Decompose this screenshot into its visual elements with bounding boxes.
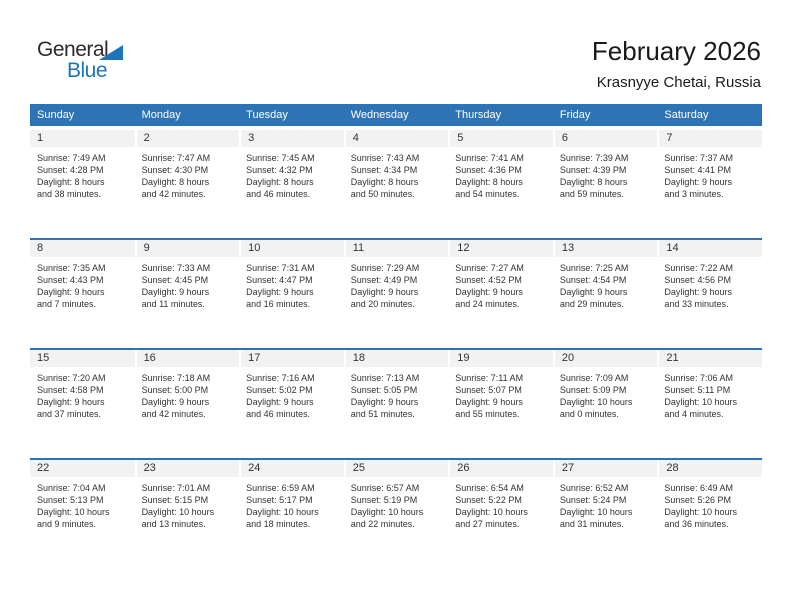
daylight-text: Daylight: 10 hours: [664, 507, 737, 517]
daylight-text: Daylight: 10 hours: [141, 507, 215, 517]
daylight-text-continued: and 54 minutes.: [455, 189, 520, 199]
sunrise-text: Sunrise: 7:29 AM: [350, 263, 420, 273]
day-number: 1: [30, 130, 135, 147]
day-details: [30, 147, 135, 200]
day-number: 12: [448, 240, 553, 257]
day-number: 26: [448, 460, 553, 477]
day-details: [344, 477, 449, 530]
week-row: [30, 348, 762, 458]
sunset-text: Sunset: 5:26 PM: [664, 495, 731, 505]
sunrise-text: Sunrise: 7:37 AM: [664, 153, 733, 163]
sunrise-text: Sunrise: 7:18 AM: [141, 373, 211, 383]
daylight-text: Daylight: 9 hours: [350, 397, 419, 407]
day-number: 22: [30, 460, 135, 477]
sunset-text: Sunset: 5:13 PM: [37, 495, 104, 505]
daylight-text: Daylight: 10 hours: [455, 507, 528, 517]
weekday-header: Monday: [141, 109, 181, 121]
week-rows-container: [30, 128, 762, 568]
sunrise-text: Sunrise: 7:09 AM: [559, 373, 629, 383]
sunset-text: Sunset: 5:22 PM: [455, 495, 522, 505]
daylight-text-continued: and 22 minutes.: [350, 519, 415, 529]
weekday-header-row: [30, 104, 762, 126]
day-number: 9: [135, 240, 240, 257]
day-details: [657, 257, 762, 310]
sunset-text: Sunset: 5:09 PM: [559, 385, 627, 395]
daylight-text-continued: and 55 minutes.: [455, 409, 520, 419]
day-number: 6: [553, 130, 658, 147]
week-row: [30, 458, 762, 568]
daylight-text-continued: and 46 minutes.: [246, 189, 311, 199]
day-number: 14: [657, 240, 762, 257]
sunset-text: Sunset: 5:15 PM: [141, 495, 209, 505]
day-cell: [239, 460, 344, 568]
sunset-text: Sunset: 4:56 PM: [664, 275, 731, 285]
daylight-text: Daylight: 9 hours: [559, 287, 628, 297]
day-cell: [344, 130, 449, 238]
day-cell: [30, 350, 135, 458]
sunrise-text: Sunrise: 6:52 AM: [559, 483, 629, 493]
day-cell: [448, 350, 553, 458]
day-number: 25: [344, 460, 449, 477]
day-details: [30, 477, 135, 530]
sunset-text: Sunset: 4:39 PM: [559, 165, 627, 175]
day-cell: [448, 130, 553, 238]
weekday-header: Wednesday: [350, 109, 409, 121]
daylight-text-continued: and 18 minutes.: [246, 519, 311, 529]
sunrise-text: Sunrise: 7:20 AM: [37, 373, 106, 383]
sunrise-text: Sunrise: 7:11 AM: [455, 373, 524, 383]
location-subtitle: Krasnyye Chetai, Russia: [596, 74, 761, 91]
logo-blue-text: Blue: [67, 59, 108, 82]
logo-general-text: General: [37, 38, 109, 61]
day-cell: [448, 240, 553, 348]
day-number: 28: [657, 460, 762, 477]
day-details: [448, 477, 553, 530]
sunset-text: Sunset: 4:54 PM: [559, 275, 627, 285]
day-number: 2: [135, 130, 240, 147]
day-details: [344, 367, 449, 420]
calendar-table: [30, 104, 762, 568]
day-cell: [239, 240, 344, 348]
daylight-text-continued: and 33 minutes.: [664, 299, 729, 309]
brand-logo: [37, 38, 177, 86]
sunrise-text: Sunrise: 7:13 AM: [350, 373, 420, 383]
sunrise-text: Sunrise: 7:22 AM: [664, 263, 733, 273]
daylight-text-continued: and 11 minutes.: [141, 299, 205, 309]
sunset-text: Sunset: 5:19 PM: [350, 495, 418, 505]
daylight-text: Daylight: 9 hours: [664, 177, 732, 187]
daylight-text: Daylight: 10 hours: [246, 507, 319, 517]
daylight-text: Daylight: 9 hours: [455, 397, 523, 407]
daylight-text: Daylight: 9 hours: [455, 287, 523, 297]
sunset-text: Sunset: 4:47 PM: [246, 275, 313, 285]
daylight-text-continued: and 36 minutes.: [664, 519, 729, 529]
sunrise-text: Sunrise: 7:35 AM: [37, 263, 106, 273]
day-details: [344, 147, 449, 200]
day-details: [239, 477, 344, 530]
sunset-text: Sunset: 5:07 PM: [455, 385, 522, 395]
sunrise-text: Sunrise: 7:41 AM: [455, 153, 524, 163]
sunrise-text: Sunrise: 6:59 AM: [246, 483, 315, 493]
day-details: [553, 367, 658, 420]
day-details: [135, 147, 240, 200]
daylight-text-continued: and 42 minutes.: [141, 409, 206, 419]
day-details: [30, 367, 135, 420]
daylight-text: Daylight: 10 hours: [37, 507, 110, 517]
week-row: [30, 238, 762, 348]
day-details: [657, 367, 762, 420]
sunset-text: Sunset: 5:00 PM: [141, 385, 209, 395]
day-cell: [553, 240, 658, 348]
day-number: 19: [448, 350, 553, 367]
sunset-text: Sunset: 4:58 PM: [37, 385, 104, 395]
sunset-text: Sunset: 5:24 PM: [559, 495, 627, 505]
sunset-text: Sunset: 4:45 PM: [141, 275, 209, 285]
sunset-text: Sunset: 4:34 PM: [350, 165, 418, 175]
month-title: February 2026: [591, 36, 761, 66]
sunset-text: Sunset: 5:05 PM: [350, 385, 418, 395]
day-number: 11: [344, 240, 449, 257]
day-details: [135, 477, 240, 530]
day-cell: [135, 350, 240, 458]
daylight-text: Daylight: 9 hours: [141, 397, 210, 407]
daylight-text-continued: and 59 minutes.: [559, 189, 624, 199]
day-cell: [30, 240, 135, 348]
daylight-text-continued: and 27 minutes.: [455, 519, 520, 529]
day-cell: [553, 350, 658, 458]
daylight-text-continued: and 13 minutes.: [141, 519, 206, 529]
day-cell: [448, 460, 553, 568]
day-number: 16: [135, 350, 240, 367]
sunset-text: Sunset: 4:28 PM: [37, 165, 104, 175]
day-number: 24: [239, 460, 344, 477]
sunrise-text: Sunrise: 7:47 AM: [141, 153, 211, 163]
day-number: 5: [448, 130, 553, 147]
title-block: [592, 36, 761, 91]
day-number: 13: [553, 240, 658, 257]
sunrise-text: Sunrise: 7:16 AM: [246, 373, 315, 383]
daylight-text: Daylight: 10 hours: [559, 397, 633, 407]
daylight-text-continued: and 0 minutes.: [559, 409, 619, 419]
day-details: [553, 147, 658, 200]
day-number: 17: [239, 350, 344, 367]
day-details: [135, 367, 240, 420]
daylight-text-continued: and 38 minutes.: [37, 189, 102, 199]
day-details: [448, 147, 553, 200]
day-details: [448, 367, 553, 420]
daylight-text-continued: and 50 minutes.: [350, 189, 415, 199]
sunrise-text: Sunrise: 6:49 AM: [664, 483, 733, 493]
daylight-text: Daylight: 9 hours: [350, 287, 419, 297]
day-cell: [657, 350, 762, 458]
sunrise-text: Sunrise: 7:27 AM: [455, 263, 524, 273]
day-details: [344, 257, 449, 310]
daylight-text: Daylight: 9 hours: [246, 287, 314, 297]
day-cell: [657, 240, 762, 348]
day-cell: [30, 460, 135, 568]
day-number: 3: [239, 130, 344, 147]
day-number: 27: [553, 460, 658, 477]
day-details: [239, 367, 344, 420]
day-number: 7: [657, 130, 762, 147]
daylight-text-continued: and 16 minutes.: [246, 299, 311, 309]
day-details: [448, 257, 553, 310]
sunset-text: Sunset: 5:02 PM: [246, 385, 313, 395]
day-cell: [344, 350, 449, 458]
day-details: [553, 477, 658, 530]
sunrise-text: Sunrise: 6:57 AM: [350, 483, 420, 493]
sunset-text: Sunset: 4:36 PM: [455, 165, 522, 175]
sunset-text: Sunset: 4:43 PM: [37, 275, 104, 285]
daylight-text-continued: and 3 minutes.: [664, 189, 724, 199]
daylight-text-continued: and 29 minutes.: [559, 299, 624, 309]
daylight-text: Daylight: 9 hours: [37, 287, 105, 297]
day-cell: [239, 130, 344, 238]
daylight-text: Daylight: 8 hours: [37, 177, 105, 187]
daylight-text: Daylight: 8 hours: [350, 177, 419, 187]
day-number: 4: [344, 130, 449, 147]
day-details: [239, 257, 344, 310]
sunset-text: Sunset: 4:32 PM: [246, 165, 313, 175]
daylight-text: Daylight: 8 hours: [141, 177, 210, 187]
daylight-text-continued: and 46 minutes.: [246, 409, 311, 419]
sunset-text: Sunset: 4:52 PM: [455, 275, 522, 285]
daylight-text-continued: and 20 minutes.: [350, 299, 415, 309]
day-cell: [135, 240, 240, 348]
day-cell: [239, 350, 344, 458]
sunrise-text: Sunrise: 6:54 AM: [455, 483, 524, 493]
daylight-text-continued: and 4 minutes.: [664, 409, 724, 419]
sunrise-text: Sunrise: 7:04 AM: [37, 483, 106, 493]
daylight-text: Daylight: 10 hours: [559, 507, 633, 517]
daylight-text-continued: and 42 minutes.: [141, 189, 206, 199]
day-cell: [657, 460, 762, 568]
weekday-header: Tuesday: [246, 109, 288, 121]
day-details: [30, 257, 135, 310]
daylight-text-continued: and 7 minutes.: [37, 299, 97, 309]
daylight-text-continued: and 24 minutes.: [455, 299, 520, 309]
daylight-text: Daylight: 8 hours: [246, 177, 314, 187]
logo-triangle-icon: [99, 45, 123, 60]
day-cell: [657, 130, 762, 238]
sunrise-text: Sunrise: 7:49 AM: [37, 153, 106, 163]
day-number: 10: [239, 240, 344, 257]
day-number: 20: [553, 350, 658, 367]
sunrise-text: Sunrise: 7:01 AM: [141, 483, 211, 493]
sunrise-text: Sunrise: 7:43 AM: [350, 153, 420, 163]
week-row: [30, 128, 762, 238]
day-number: 8: [30, 240, 135, 257]
sunrise-text: Sunrise: 7:25 AM: [559, 263, 629, 273]
day-number: 15: [30, 350, 135, 367]
sunset-text: Sunset: 4:41 PM: [664, 165, 731, 175]
day-cell: [553, 130, 658, 238]
sunrise-text: Sunrise: 7:31 AM: [246, 263, 315, 273]
day-number: 18: [344, 350, 449, 367]
day-details: [135, 257, 240, 310]
daylight-text: Daylight: 8 hours: [455, 177, 523, 187]
daylight-text-continued: and 37 minutes.: [37, 409, 102, 419]
weekday-header: Friday: [559, 109, 591, 121]
day-cell: [30, 130, 135, 238]
sunset-text: Sunset: 4:30 PM: [141, 165, 209, 175]
day-cell: [135, 130, 240, 238]
daylight-text: Daylight: 10 hours: [350, 507, 424, 517]
day-cell: [344, 240, 449, 348]
daylight-text-continued: and 31 minutes.: [559, 519, 624, 529]
day-cell: [344, 460, 449, 568]
daylight-text: Daylight: 8 hours: [559, 177, 628, 187]
day-number: 23: [135, 460, 240, 477]
sunset-text: Sunset: 5:11 PM: [664, 385, 731, 395]
sunrise-text: Sunrise: 7:06 AM: [664, 373, 733, 383]
daylight-text: Daylight: 10 hours: [664, 397, 737, 407]
sunrise-text: Sunrise: 7:33 AM: [141, 263, 211, 273]
weekday-header: Saturday: [664, 109, 709, 121]
daylight-text: Daylight: 9 hours: [37, 397, 105, 407]
day-details: [657, 477, 762, 530]
daylight-text-continued: and 51 minutes.: [350, 409, 415, 419]
daylight-text: Daylight: 9 hours: [141, 287, 210, 297]
weekday-header: Thursday: [455, 109, 502, 121]
day-details: [553, 257, 658, 310]
weekday-header: Sunday: [37, 109, 75, 121]
sunset-text: Sunset: 5:17 PM: [246, 495, 313, 505]
daylight-text-continued: and 9 minutes.: [37, 519, 97, 529]
day-details: [657, 147, 762, 200]
sunset-text: Sunset: 4:49 PM: [350, 275, 418, 285]
sunrise-text: Sunrise: 7:45 AM: [246, 153, 315, 163]
daylight-text: Daylight: 9 hours: [246, 397, 314, 407]
daylight-text: Daylight: 9 hours: [664, 287, 732, 297]
day-cell: [135, 460, 240, 568]
day-cell: [553, 460, 658, 568]
sunrise-text: Sunrise: 7:39 AM: [559, 153, 629, 163]
day-number: 21: [657, 350, 762, 367]
day-details: [239, 147, 344, 200]
